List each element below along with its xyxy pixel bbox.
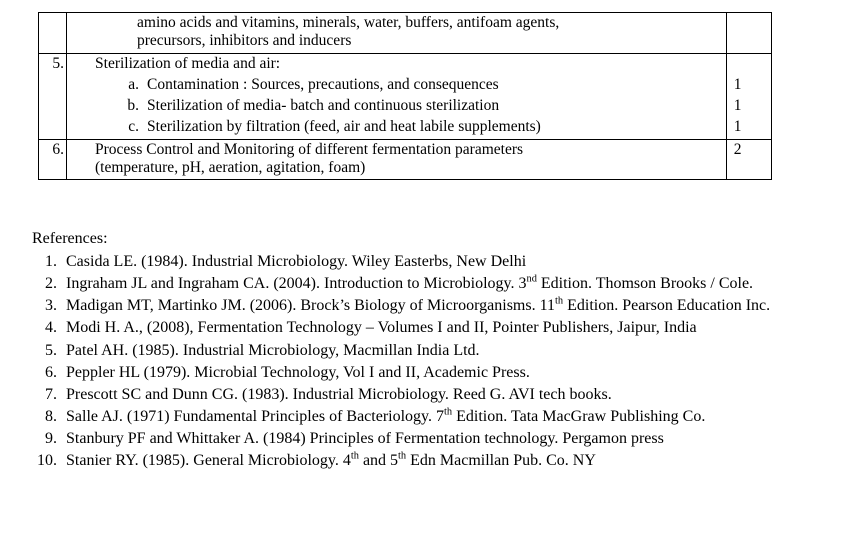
- reference-number: 8.: [45, 407, 57, 425]
- list-item: [32, 273, 837, 294]
- table-cell-content: [67, 75, 727, 96]
- reference-text: Casida LE. (1984). Industrial Microbiology. Wiley Easterbs, New Delhi: [66, 253, 527, 271]
- table-cell-number: [39, 75, 67, 96]
- reference-number: 2.: [45, 275, 57, 293]
- reference-superscript: nd: [526, 273, 537, 285]
- table-cell-line: precursors, inhibitors and inducers: [137, 32, 352, 50]
- list-item: [32, 340, 837, 361]
- table-cell-number: [39, 96, 67, 117]
- table-cell-hours: 1: [726, 75, 771, 96]
- subitem-text: Contamination : Sources, precautions, and consequences: [147, 75, 499, 93]
- references-heading: References:: [32, 230, 108, 247]
- reference-number: 6.: [45, 363, 57, 381]
- reference-text-post: Edition. Thomson Brooks / Cole.: [536, 275, 754, 293]
- reference-text-mid: and 5: [358, 452, 399, 470]
- reference-text-pre: Salle AJ. (1971) Fundamental Principles of Bacteriology. 7: [66, 407, 445, 425]
- list-item: [32, 317, 837, 338]
- reference-text: Stanbury PF and Whittaker A. (1984) Principles of Fermentation technology. Pergamon press: [66, 429, 664, 447]
- reference-text: [66, 295, 837, 316]
- reference-number: 3.: [45, 297, 57, 315]
- references-list: [32, 251, 837, 471]
- table-row: [39, 53, 772, 75]
- reference-superscript: th: [350, 450, 359, 462]
- table-cell-number: [39, 13, 67, 54]
- reference-text: [66, 406, 837, 427]
- references-section: [32, 228, 837, 472]
- table-cell-line: Process Control and Monitoring of different fermentation parameters: [95, 140, 524, 158]
- table-row-subitem: [39, 117, 772, 139]
- table-cell-content: [67, 96, 727, 117]
- reference-text-post: Edition. Pearson Education Inc.: [563, 297, 771, 315]
- reference-text: Patel AH. (1985). Industrial Microbiology, Macmillan India Ltd.: [66, 341, 480, 359]
- table-cell-hours: [726, 53, 771, 75]
- reference-text-post: Edn Macmillan Pub. Co. NY: [406, 452, 596, 470]
- list-item: [32, 428, 837, 449]
- table-row: [39, 13, 772, 54]
- table-cell-hours: 1: [726, 117, 771, 139]
- list-item: [32, 362, 837, 383]
- table-cell-content: [67, 139, 727, 180]
- table-cell-hours: 1: [726, 96, 771, 117]
- table-row-subitem: [39, 75, 772, 96]
- subitem-label: c.: [128, 118, 140, 136]
- reference-text: [66, 273, 837, 294]
- reference-text-pre: Ingraham JL and Ingraham CA. (2004). Introduction to Microbiology. 3: [66, 275, 527, 293]
- table-cell-hours: [726, 13, 771, 54]
- reference-text: Modi H. A., (2008), Fermentation Technology – Volumes I and II, Pointer Publishers, Jaipur, India: [66, 319, 697, 337]
- table-cell-number: [39, 117, 67, 139]
- subitem-text: Sterilization of media- batch and continuous sterilization: [147, 97, 500, 115]
- table-cell-content: [67, 53, 727, 75]
- subitem-label: b.: [127, 97, 140, 115]
- reference-superscript-2: th: [398, 450, 407, 462]
- table-cell-line: amino acids and vitamins, minerals, water, buffers, antifoam agents,: [137, 14, 560, 31]
- reference-text: Prescott SC and Dunn CG. (1983). Industrial Microbiology. Reed G. AVI tech books.: [66, 385, 612, 403]
- table-row-subitem: [39, 96, 772, 117]
- reference-text-post: Edition. Tata MacGraw Publishing Co.: [452, 407, 706, 425]
- list-item: [32, 450, 837, 471]
- list-item: [32, 295, 837, 316]
- reference-number: 7.: [45, 385, 57, 403]
- reference-text: Peppler HL (1979). Microbial Technology, Vol I and II, Academic Press.: [66, 363, 530, 381]
- reference-superscript: th: [555, 296, 564, 307]
- subitem-text: Sterilization by filtration (feed, air and heat labile supplements): [147, 118, 541, 136]
- table-cell-content: [67, 117, 727, 139]
- table-cell-line: Sterilization of media and air:: [95, 54, 281, 72]
- list-item: [32, 384, 837, 405]
- table-cell-content: [67, 13, 727, 54]
- table-cell-line: (temperature, pH, aeration, agitation, foam): [95, 158, 366, 176]
- reference-text: [66, 450, 837, 471]
- list-item: [32, 251, 837, 272]
- reference-number: 1.: [45, 253, 57, 271]
- subitem-label: a.: [128, 75, 140, 93]
- reference-text-pre: Madigan MT, Martinko JM. (2006). Brock’s Biology of Microorganisms. 11: [66, 297, 555, 315]
- table-cell-number: 5.: [39, 53, 67, 75]
- reference-text-pre: Stanier RY. (1985). General Microbiology. 4: [66, 452, 351, 470]
- reference-number: 9.: [45, 429, 57, 447]
- list-item: [32, 406, 837, 427]
- reference-number: 5.: [45, 341, 57, 359]
- syllabus-table: [38, 12, 772, 180]
- table-cell-hours: 2: [726, 139, 771, 180]
- reference-number: 10.: [37, 452, 57, 470]
- reference-superscript: th: [444, 406, 453, 418]
- table-cell-number: 6.: [39, 139, 67, 180]
- reference-number: 4.: [45, 319, 57, 337]
- table-row: [39, 139, 772, 180]
